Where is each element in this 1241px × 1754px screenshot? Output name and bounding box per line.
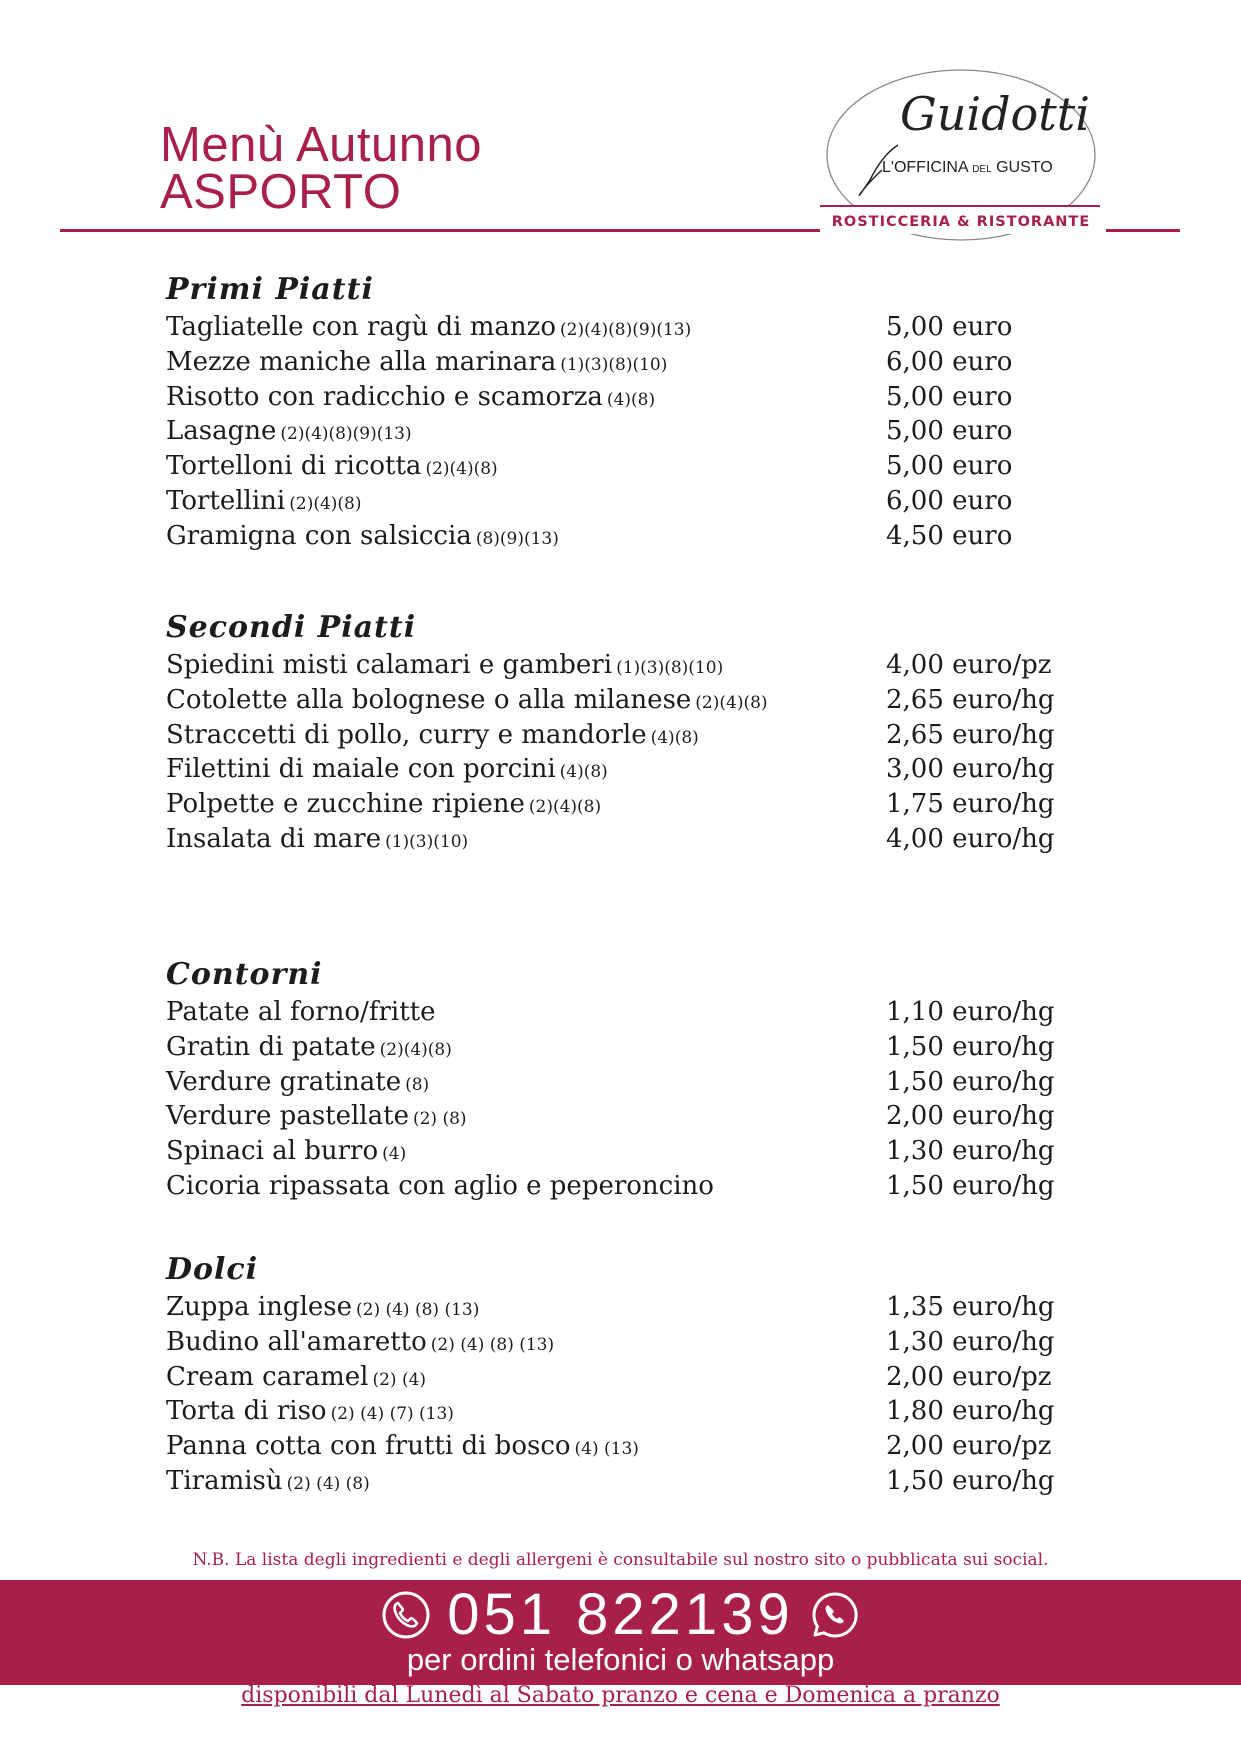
item-name: Tagliatelle con ragù di manzo	[166, 312, 556, 342]
item-price: 5,00 euro	[886, 381, 1013, 412]
item-name: Verdure pastellate	[166, 1101, 409, 1132]
allergen-codes: (1)(3)(10)	[385, 831, 469, 852]
restaurant-logo	[820, 60, 1110, 260]
allergen-codes: (2)(4)(8)	[379, 1039, 452, 1060]
whatsapp-icon	[810, 1590, 860, 1640]
item-price: 2,65 euro/hg	[886, 719, 1055, 750]
page-title	[160, 118, 483, 219]
menu-item	[166, 1136, 1086, 1171]
phone-number[interactable]: 051 822139	[447, 1582, 794, 1647]
menu-item	[166, 1032, 1086, 1067]
allergen-codes: (2) (8)	[412, 1109, 467, 1130]
item-price: 3,00 euro/hg	[886, 754, 1055, 785]
logo-banner: ROSTICCERIA & RISTORANTE	[831, 214, 1091, 230]
order-subtitle: per ordini telefonici o whatsapp	[406, 1642, 835, 1677]
menu-item	[166, 1101, 1086, 1136]
allergen-note: N.B. La lista degli ingredienti e degli allergeni è consultabile sul nostro sito o pubblicata sui social.	[192, 1550, 1049, 1570]
item-name: Patate al forno/fritte	[166, 997, 436, 1027]
allergen-codes: (2)(4)(8)	[425, 459, 498, 480]
section-title: Contorni	[166, 957, 323, 992]
item-name: Polpette e zucchine ripiene	[166, 789, 525, 820]
menu-item	[166, 1067, 1086, 1102]
item-name: Straccetti di pollo, curry e mandorle	[166, 719, 647, 750]
item-name: Verdure gratinate	[166, 1066, 402, 1097]
item-name: Panna cotta con frutti di bosco	[166, 1431, 571, 1462]
contact-band	[0, 1580, 1241, 1685]
item-name: Gramigna con salsiccia	[166, 520, 472, 551]
item-name: Budino all'amaretto	[166, 1326, 427, 1357]
allergen-codes: (2)(4)(8)	[695, 692, 768, 713]
item-price: 1,35 euro/hg	[886, 1292, 1055, 1322]
item-price: 2,00 euro/hg	[886, 1101, 1055, 1132]
item-price: 6,00 euro	[886, 346, 1013, 377]
item-name: Cream caramel	[166, 1361, 369, 1392]
allergen-codes: (8)(9)(13)	[475, 528, 559, 549]
item-name: Zuppa inglese	[166, 1292, 352, 1322]
item-price: 2,00 euro/pz	[886, 1361, 1052, 1392]
phone-icon	[381, 1590, 431, 1640]
item-price: 2,65 euro/hg	[886, 684, 1055, 715]
allergen-codes: (4)	[382, 1144, 407, 1165]
menu-item	[166, 312, 1086, 347]
section-secondi	[166, 608, 1086, 859]
menu-item	[166, 1327, 1086, 1362]
menu-item	[166, 720, 1086, 755]
item-name: Insalata di mare	[166, 823, 382, 854]
item-price: 4,00 euro/pz	[886, 650, 1052, 680]
menu-item	[166, 1171, 1086, 1206]
allergen-codes: (2) (4) (8)	[286, 1473, 370, 1494]
menu-item	[166, 754, 1086, 789]
allergen-codes: (4)(8)	[606, 389, 656, 410]
item-price: 4,50 euro	[886, 520, 1013, 551]
section-contorni	[166, 955, 1086, 1206]
section-title: Secondi Piatti	[166, 610, 417, 645]
item-name: Lasagne	[166, 416, 277, 447]
item-price: 1,80 euro/hg	[886, 1396, 1055, 1427]
allergen-codes: (2)(4)(8)(9)(13)	[560, 320, 692, 340]
section-title: Dolci	[166, 1252, 259, 1287]
menu-item	[166, 486, 1086, 521]
allergen-codes: (2)(4)(8)	[528, 797, 602, 818]
menu-item	[166, 824, 1086, 859]
item-price: 6,00 euro	[886, 485, 1013, 516]
menu-item	[166, 416, 1086, 451]
allergen-codes: (2) (4) (7) (13)	[330, 1404, 454, 1425]
logo-tagline-1: L'OFFICINA	[882, 159, 968, 176]
menu-item	[166, 685, 1086, 720]
allergen-codes: (2)(4)(8)(9)(13)	[280, 424, 412, 445]
menu-item	[166, 1292, 1086, 1327]
allergen-codes: (2)(4)(8)	[289, 493, 362, 514]
menu-item	[166, 650, 1086, 685]
menu-item	[166, 1362, 1086, 1397]
item-price: 1,30 euro/hg	[886, 1136, 1055, 1167]
menu-item	[166, 521, 1086, 556]
item-price: 1,50 euro/hg	[886, 1170, 1055, 1201]
item-price: 1,75 euro/hg	[886, 789, 1055, 820]
item-price: 2,00 euro/pz	[886, 1431, 1052, 1462]
section-title: Primi Piatti	[166, 272, 374, 307]
item-name: Gratin di patate	[166, 1031, 376, 1062]
menu-item	[166, 347, 1086, 382]
item-price: 1,30 euro/hg	[886, 1326, 1055, 1357]
item-name: Risotto con radicchio e scamorza	[166, 381, 603, 412]
item-price: 4,00 euro/hg	[886, 823, 1055, 854]
allergen-codes: (2) (4) (8) (13)	[430, 1334, 555, 1355]
section-primi	[166, 270, 1086, 556]
item-name: Tortelloni di ricotta	[166, 451, 422, 482]
allergen-codes: (1)(3)(8)(10)	[616, 658, 724, 678]
title-line-2: ASPORTO	[160, 165, 402, 219]
item-name: Cicoria ripassata con aglio e peperoncino	[166, 1170, 714, 1201]
menu-item	[166, 997, 1086, 1032]
item-price: 5,00 euro	[886, 312, 1013, 342]
availability-text: disponibili dal Lunedì al Sabato pranzo e cena e Domenica a pranzo	[241, 1683, 1000, 1708]
allergen-codes: (2) (4)	[372, 1369, 427, 1390]
phone-line	[0, 1580, 1241, 1650]
allergen-codes: (4) (13)	[574, 1439, 639, 1460]
item-price: 1,50 euro/hg	[886, 1066, 1055, 1097]
menu-item	[166, 382, 1086, 417]
allergen-codes: (8)	[405, 1074, 430, 1095]
item-name: Tiramisù	[166, 1465, 283, 1496]
logo-script-name: Guidotti	[900, 87, 1090, 141]
item-name: Mezze maniche alla marinara	[166, 346, 557, 377]
item-name: Tortellini	[166, 485, 286, 516]
item-name: Spiedini misti calamari e gamberi	[166, 650, 613, 680]
item-price: 5,00 euro	[886, 451, 1013, 482]
item-name: Cotolette alla bolognese o alla milanese	[166, 684, 692, 715]
allergen-codes: (4)(8)	[650, 727, 699, 748]
allergen-codes: (1)(3)(8)(10)	[560, 354, 668, 375]
allergen-codes: (2) (4) (8) (13)	[356, 1300, 480, 1320]
item-price: 1,50 euro/hg	[886, 1031, 1055, 1062]
allergen-codes: (4)(8)	[559, 762, 608, 783]
header-rule-left	[60, 229, 820, 232]
title-line-1: Menù Autunno	[160, 118, 483, 172]
menu-item	[166, 451, 1086, 486]
item-name: Filettini di maiale con porcini	[166, 754, 556, 785]
svg-text:L'OFFICINA DEL GUSTO	[882, 159, 1053, 176]
item-price: 1,50 euro/hg	[886, 1465, 1055, 1496]
menu-item	[166, 1396, 1086, 1431]
menu-item	[166, 1466, 1086, 1501]
item-price: 5,00 euro	[886, 416, 1013, 447]
logo-tagline-3: GUSTO	[996, 159, 1053, 176]
item-name: Torta di riso	[166, 1396, 327, 1427]
logo-tagline-2: DEL	[972, 164, 992, 175]
header-rule-right	[1106, 229, 1180, 232]
item-name: Spinaci al burro	[166, 1136, 379, 1167]
item-price: 1,10 euro/hg	[886, 997, 1055, 1027]
menu-item	[166, 789, 1086, 824]
section-dolci	[166, 1250, 1086, 1501]
menu-item	[166, 1431, 1086, 1466]
